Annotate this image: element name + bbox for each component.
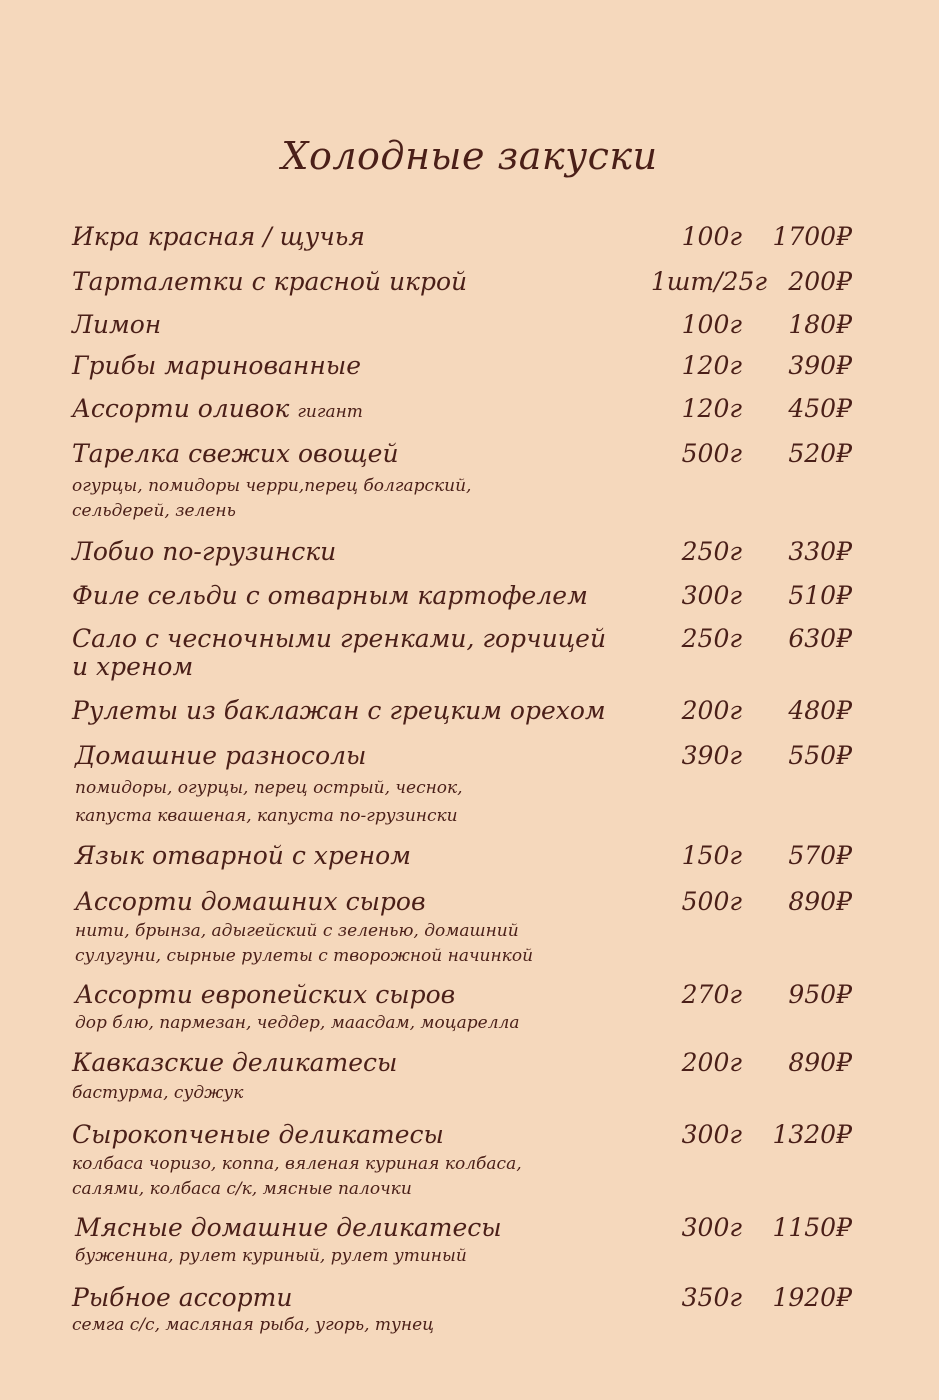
item-price: 450₽ bbox=[788, 394, 852, 423]
item-price: 1700₽ bbox=[772, 222, 852, 251]
item-name: Икра красная / щучья bbox=[72, 222, 365, 251]
item-price: 510₽ bbox=[788, 581, 852, 610]
item-price: 1150₽ bbox=[772, 1213, 852, 1242]
item-weight: 200г bbox=[681, 696, 742, 725]
item-price: 570₽ bbox=[788, 841, 852, 870]
item-name: Рыбное ассорти bbox=[72, 1283, 293, 1312]
item-weight: 250г bbox=[681, 537, 742, 566]
item-price: 200₽ bbox=[788, 267, 852, 296]
item-weight: 350г bbox=[681, 1283, 742, 1312]
item-weight: 100г bbox=[681, 222, 742, 251]
item-description: дор блю, пармезан, чеддер, маасдам, моцарелла bbox=[75, 1013, 520, 1033]
item-description: буженина, рулет куриный, рулет утиный bbox=[75, 1246, 467, 1266]
item-price: 950₽ bbox=[788, 980, 852, 1009]
item-price: 330₽ bbox=[788, 537, 852, 566]
item-description: нити, брынза, адыгейский с зеленью, домашний bbox=[75, 921, 519, 941]
item-price: 180₽ bbox=[788, 310, 852, 339]
item-name: Домашние разносолы bbox=[75, 741, 367, 770]
item-weight: 200г bbox=[681, 1048, 742, 1077]
item-note: гигант bbox=[297, 402, 363, 422]
item-weight: 500г bbox=[681, 439, 742, 468]
item-description: семга с/с, масляная рыба, угорь, тунец bbox=[72, 1315, 434, 1335]
item-description: бастурма, суджук bbox=[72, 1083, 244, 1103]
item-name: Филе сельди с отварным картофелем bbox=[72, 581, 588, 610]
item-description: салями, колбаса с/к, мясные палочки bbox=[72, 1179, 412, 1199]
item-name-text: Ассорти оливок bbox=[72, 394, 290, 423]
item-name: Сало с чесночными гренками, горчицей bbox=[72, 624, 607, 653]
item-price: 630₽ bbox=[788, 624, 852, 653]
item-name: Ассорти домашних сыров bbox=[75, 887, 426, 916]
item-weight: 150г bbox=[681, 841, 742, 870]
item-weight: 300г bbox=[681, 1213, 742, 1242]
item-description: колбаса чоризо, коппа, вяленая куриная колбаса, bbox=[72, 1154, 522, 1174]
item-weight: 120г bbox=[681, 351, 742, 380]
item-description: капуста квашеная, капуста по-грузински bbox=[75, 806, 458, 826]
item-name: Язык отварной с хреном bbox=[75, 841, 411, 870]
item-weight: 270г bbox=[681, 980, 742, 1009]
item-weight: 300г bbox=[681, 1120, 742, 1149]
item-weight: 250г bbox=[681, 624, 742, 653]
item-name: Кавказские деликатесы bbox=[72, 1048, 398, 1077]
item-name: Рулеты из баклажан с грецким орехом bbox=[72, 696, 606, 725]
item-name: Мясные домашние деликатесы bbox=[75, 1213, 502, 1242]
item-weight: 100г bbox=[681, 310, 742, 339]
item-price: 390₽ bbox=[788, 351, 852, 380]
item-description: огурцы, помидоры черри,перец болгарский, bbox=[72, 476, 472, 496]
item-price: 890₽ bbox=[788, 1048, 852, 1077]
item-weight: 1шт/25г bbox=[650, 267, 767, 296]
page-title: Холодные закуски bbox=[281, 134, 658, 178]
item-name: Тарталетки с красной икрой bbox=[72, 267, 468, 296]
item-price: 480₽ bbox=[788, 696, 852, 725]
item-description: помидоры, огурцы, перец острый, чеснок, bbox=[75, 778, 463, 798]
item-price: 890₽ bbox=[788, 887, 852, 916]
item-name: Ассорти европейских сыров bbox=[75, 980, 456, 1009]
item-name: Грибы маринованные bbox=[72, 351, 362, 380]
item-weight: 500г bbox=[681, 887, 742, 916]
item-weight: 120г bbox=[681, 394, 742, 423]
item-description: сулугуни, сырные рулеты с творожной начинкой bbox=[75, 946, 534, 966]
item-weight: 300г bbox=[681, 581, 742, 610]
item-name: Тарелка свежих овощей bbox=[72, 439, 399, 468]
item-price: 1320₽ bbox=[772, 1120, 852, 1149]
item-weight: 390г bbox=[681, 741, 742, 770]
item-name bbox=[72, 394, 632, 427]
item-name-continued: и хреном bbox=[72, 652, 194, 681]
item-description: сельдерей, зелень bbox=[72, 501, 236, 521]
item-name: Лимон bbox=[72, 310, 162, 339]
item-price: 520₽ bbox=[788, 439, 852, 468]
item-name: Лобио по-грузински bbox=[72, 537, 337, 566]
item-price: 1920₽ bbox=[772, 1283, 852, 1312]
item-name: Сырокопченые деликатесы bbox=[72, 1120, 444, 1149]
item-price: 550₽ bbox=[788, 741, 852, 770]
